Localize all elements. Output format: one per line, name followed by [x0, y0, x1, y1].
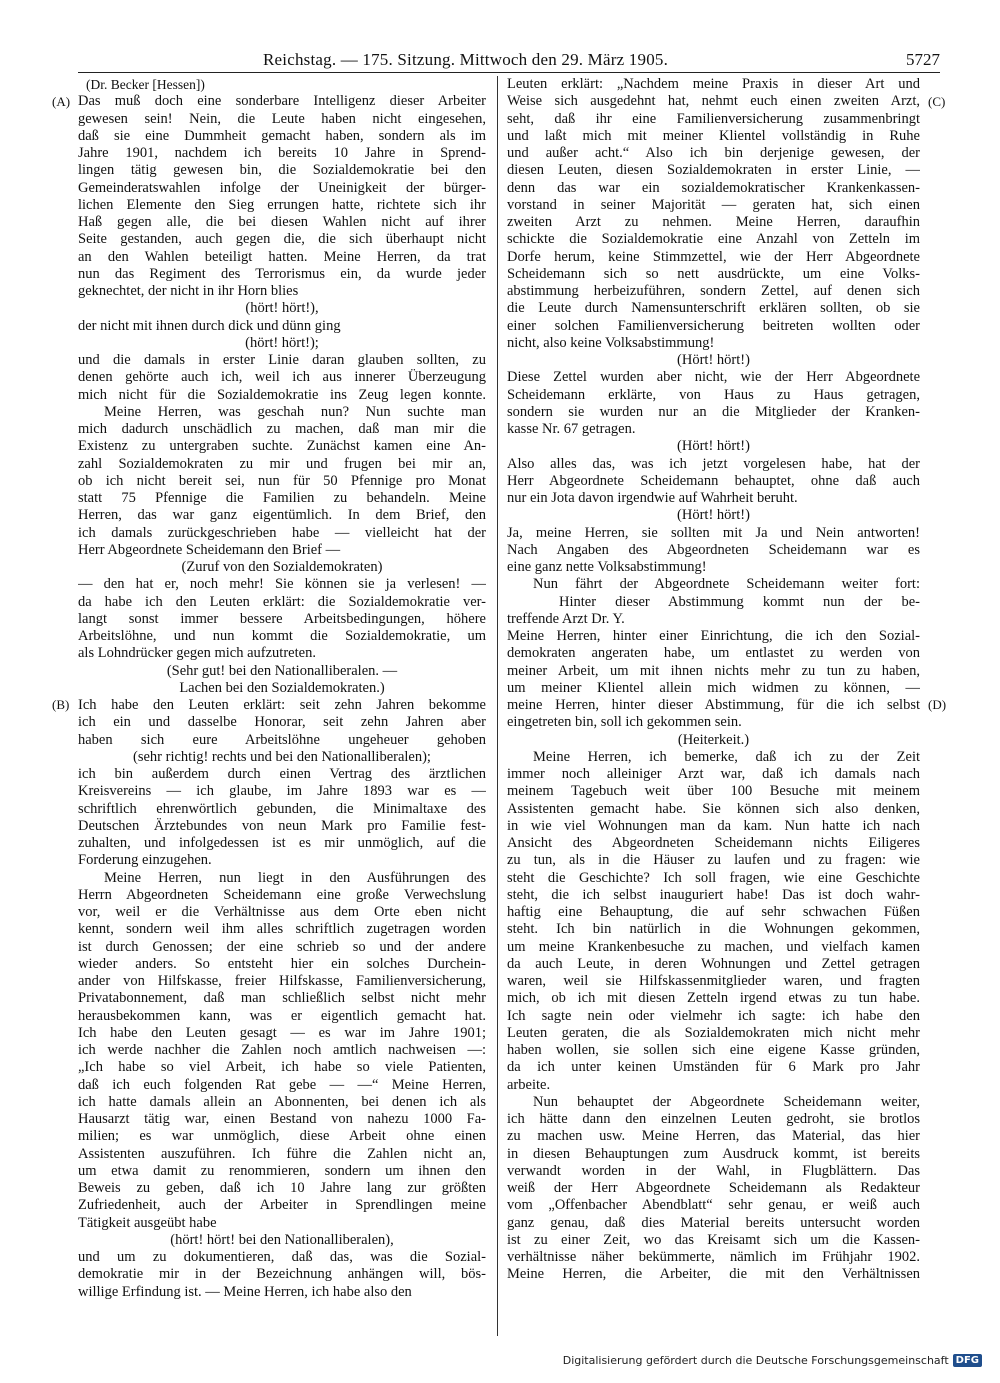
text-line: (hört! hört!), — [245, 300, 319, 317]
text-line: meinem Tagebuch weit über 100 Besuche mit meinem — [507, 783, 920, 800]
text-line: um meine Krankenbesuche zu machen, und vielfach kamen — [507, 938, 920, 955]
text-line: arbeite. — [507, 1076, 551, 1093]
text-line: Meine Herren, nun liegt in den Ausführungen des — [104, 869, 486, 886]
text-line: Meine Herren, ich bemerke, daß ich zu der Zeit — [533, 748, 920, 765]
text-line: denn das war ein sozialdemokratischer Krankenkassen- — [507, 179, 920, 196]
text-line: sondern sie wurden nur an die Mitglieder der Kranken- — [507, 403, 920, 420]
text-line: (Hört! hört!) — [677, 507, 750, 524]
text-line: schickte die Sozialdemokratie eine Anzahl von Zetteln im — [507, 231, 920, 248]
column-divider — [497, 76, 498, 1336]
text-line: kennt, sondern weil ihm alles schriftlich zugetragen worden — [78, 921, 486, 938]
text-line: haftig eine Behauptung, die auf sehr schwachen Füßen — [507, 904, 920, 920]
text-line: mich dadurch unschädlich zu machen, daß man mir die — [78, 421, 486, 437]
text-line: nun das Regiment des Terrorismus ein, da wurde jeder — [78, 265, 486, 282]
text-line: Scheidemann sich so nett ausdrückte, um eine Volks- — [507, 265, 920, 282]
text-line: daß sie eine Dummheit gemacht haben, sondern als im — [78, 127, 486, 144]
text-line: demokratie mir in der Bezeichnung anhängen will, bös- — [78, 1266, 486, 1283]
text-line: Assistenten auszuführen. Ich führe die Zahlen nicht an, — [78, 1145, 486, 1162]
text-line: geknechtet, der nicht in ihr Horn blies — [78, 283, 299, 299]
text-line: Jahre 1901, nachdem ich bereits 10 Jahre in Sprend- — [78, 145, 486, 161]
text-line: mich, ob ich mit diesen Zetteln irgend etwas zu tun habe. — [507, 990, 920, 1007]
text-line: da ich unter keinen Umständen für 6 Mark pro Jahr — [507, 1059, 920, 1076]
text-line: lichen Elemente den Sieg errungen hatte, richtete sich ihr — [78, 196, 486, 213]
text-line: einer solchen Familienversicherung beitreten wollten oder — [507, 317, 920, 334]
text-line: (Hört! hört!) — [677, 352, 750, 368]
running-title: Reichstag. — 175. Sitzung. Mittwoch den 29. März 1905. — [263, 50, 669, 69]
text-line: und um zu dokumentieren, daß das, was die Sozial- — [78, 1249, 486, 1265]
text-line: vor, weil er die Verhältnisse aus dem Orte eben nicht — [78, 904, 486, 920]
text-line: Arbeitslöhne, und nun kommt die Sozialdemokratie, um — [78, 628, 486, 644]
text-line: um etwa damit zu renommieren, sondern um ihnen den — [78, 1162, 486, 1179]
text-line: ich hatte damals allein an Abonnenten, bei denen ich als — [78, 1093, 486, 1110]
text-line: daß ich euch folgenden Rat gebe — —“ Meine Herren, — [78, 1076, 486, 1093]
text-line: langt sonst immer bessere Arbeitsbedingungen, höhere — [78, 610, 486, 627]
text-line: (Heiterkeit.) — [677, 731, 750, 748]
text-line: Lachen bei den Sozialdemokraten.) — [179, 679, 385, 696]
text-line: milien; es war unmöglich, diese Arbeit ohne einen — [78, 1128, 486, 1145]
text-line: willige Erfindung ist. — Meine Herren, ich habe also den — [78, 1283, 412, 1300]
text-line: lingen tätig gewesen bin, die Sozialdemokratie bei den — [78, 162, 486, 179]
text-line: Existenz zu untergraben suchte. Zunächst kamen eine An- — [78, 438, 486, 455]
text-line: um meiner Klientel allein mich widmen zu können, — — [507, 679, 920, 696]
text-line: Also alles das, was ich jetzt vorgelesen habe, hat der — [507, 455, 920, 472]
text-line: in diesen Behauptungen zum Ausdruck kommt, ist bereits — [507, 1145, 920, 1162]
text-line: ich damals zurückgeschrieben habe — vielleicht hat der — [78, 524, 486, 541]
text-line: (Zuruf von den Sozialdemokraten) — [181, 559, 383, 575]
text-line: mich nicht für die Sozialdemokratie ins Zeug legen konnte. — [78, 386, 486, 403]
text-line: Herren, das war ganz eigentümlich. In dem Brief, den — [78, 507, 486, 524]
text-line: (hört! hört! bei den Nationalliberalen), — [170, 1231, 394, 1248]
margin-mark-a: (A) — [52, 94, 71, 109]
text-line: Nach Angaben des Abgeordneten Scheidemann war es — [507, 541, 920, 558]
text-line: da habe ich den Leuten erklärt: die Sozialdemokratie ver- — [78, 593, 486, 610]
text-line: als Lohndrücker gegen mich aufzutreten. — [78, 645, 316, 662]
text-line: demokraten angeraten habe, um entlastet zu werden von — [507, 645, 920, 662]
text-line: Kreisvereins — ich glaube, im Jahre 1893 war es — — [78, 783, 486, 800]
text-line: Zufriedenheit, auch der Arbeiter in Sprendlingen meine — [78, 1197, 486, 1214]
margin-mark-d: (D) — [928, 697, 947, 712]
text-line: nicht, also keine Volksabstimmung! — [507, 334, 715, 351]
text-line: Haß gegen alle, die bei diesen Wahlen nicht auf ihrer — [78, 214, 486, 230]
text-line: steht. Ich bin natürlich in die Wohnungen gekommen, — [507, 921, 920, 938]
footer-credit — [563, 1354, 982, 1367]
text-line: Beweis zu geben, daß ich 10 Jahre lang zur größten — [78, 1180, 486, 1196]
margin-mark-b: (B) — [52, 697, 70, 712]
text-line: steht die Geschichte? Ich soll fragen, wie eine Geschichte — [507, 869, 920, 886]
text-line: Nun fährt der Abgeordnete Scheidemann weiter fort: — [533, 576, 920, 593]
text-line: ich werde nachher die Zahlen noch amtlich nachweisen —: — [78, 1042, 486, 1058]
text-line: Herrn Abgeordneten Scheidemann eine große Verwechslung — [78, 886, 486, 903]
text-line: Weise sich ausgedehnt hat, nehmt euch einen zweiten Arzt, — [507, 93, 920, 110]
text-line: vom „Offenbacher Abendblatt“ sehr genau, er weiß auch — [507, 1197, 920, 1214]
text-line: Meine Herren, was geschah nun? Nun suchte man — [104, 403, 486, 420]
text-line: zahl Sozialdemokraten zu mir und frugen bei mir an, — [78, 455, 486, 472]
text-line: Tätigkeit ausgeübt habe — [78, 1214, 217, 1231]
text-line: Assistenten gemacht habe. Sie können sich also denken, — [507, 800, 920, 817]
text-line: kasse Nr. 67 getragen. — [507, 421, 636, 437]
text-line: Seite gestanden, auch gegen die, die sich überhaupt nicht — [78, 231, 486, 248]
dfg-logo: DFG — [953, 1354, 982, 1367]
text-line: Diese Zettel wurden aber nicht, wie der Herr Abgeordnete — [507, 369, 920, 386]
text-line: meiner Arbeit, um mit ihnen nichts mehr zu tun zu haben, — [507, 662, 920, 679]
text-line: abstimmung herbeizuführen, sondern Zettel, auf denen sich — [507, 283, 920, 299]
text-line: und außer acht.“ Also ich bin derjenige gewesen, der — [507, 145, 920, 161]
text-line: zu machen usw. Meine Herren, das Material, das hier — [507, 1128, 920, 1145]
text-line: und die damals in erster Linie daran glauben sollten, zu — [78, 352, 486, 368]
text-line: wieder anders. So entsteht hier ein solches Durchein- — [78, 955, 486, 972]
text-line: ganz genau, daß dies Material bereits untersucht worden — [507, 1214, 920, 1231]
text-line: ist zu einer Zeit, wo das Kreisamt sich um die Kassen- — [507, 1231, 920, 1248]
text-line: Leuten geraten, die als Sozialdemokraten mich nicht mehr — [507, 1024, 920, 1041]
text-line: statt 75 Pfennige die Familien zu behandeln. Meine — [78, 490, 486, 506]
text-line: haben sich eure Arbeitslöhne ungeheuer gehoben — [78, 731, 486, 748]
text-line: da auch Leute, in deren Wohnungen und Zettel getragen — [507, 955, 920, 972]
text-line: zweiten Arzt zu nehmen. Meine Herren, daraufhin — [507, 214, 920, 230]
text-line: und laßt mich mit meiner Klientel vollständig in Ruhe — [507, 127, 920, 144]
text-line: gewesen sein! Nein, die Leute haben nicht eingesehen, — [78, 110, 486, 127]
text-line: waren, weil sie Hilfskassenmitglieder waren, und fragten — [507, 973, 920, 989]
text-line: steht, die ich selbst inauguriert habe! Das ist doch wahr- — [507, 886, 920, 903]
text-line: Herr Abgeordnete Scheidemann den Brief — — [78, 541, 341, 558]
text-line: schriftlich ehrenwörtlich gebunden, die Minimaltaxe des — [78, 800, 486, 817]
page-header — [78, 18, 940, 69]
text-line: Leuten erklärt: „Nachdem meine Praxis in dieser Art und — [507, 76, 920, 92]
text-line: Meine Herren, die Arbeiter, die mit den Verhältnissen — [507, 1266, 920, 1283]
text-line: Nun behauptet der Abgeordnete Scheidemann weiter, — [533, 1093, 920, 1110]
text-line: Ansicht des Abgeordneten Scheidemann nichts Eiligeres — [507, 835, 920, 851]
text-line: (hört! hört!); — [245, 334, 319, 351]
text-line: verwandt worden in der Wahl, in Flugblättern. Das — [507, 1162, 920, 1179]
footer-text: Digitalisierung gefördert durch die Deutsche Forschungsgemeinschaft — [562, 1354, 949, 1367]
text-line: ich bin außerdem durch einen Vertrag des ärztlichen — [78, 766, 486, 782]
right-column — [507, 76, 920, 1284]
text-line: meine Herren, hinter dieser Abstimmung, für die ich selbst — [507, 697, 920, 713]
text-line: zu tun, als in die Häuser zu laufen und zu fragen: wie — [507, 852, 920, 869]
text-line: eine ganz nette Volksabstimmung! — [507, 559, 707, 575]
text-line: der nicht mit ihnen durch dick und dünn ging — [78, 317, 341, 334]
text-line: denen gehörte auch ich, weil ich aus innerer Überzeugung — [78, 369, 486, 386]
text-line: Privatabonnement, daß man schließlich selbst nicht mehr — [78, 990, 486, 1007]
text-line: Das muß doch eine sonderbare Intelligenz dieser Arbeiter — [78, 93, 486, 110]
text-line: Ja, meine Herren, sie sollten mit Ja und Nein antworten! — [507, 524, 920, 541]
text-line: eingetreten bin, soll ich gekommen sein. — [507, 714, 742, 731]
text-line: nur ein Jota davon irgendwie auf Wahrheit beruht. — [507, 490, 798, 506]
text-line: Ich sagte nein oder vielmehr ich sagte: ich habe den — [507, 1007, 920, 1024]
text-line: Dorfe herum, keine Stimmzettel, wie der Herr Abgeordnete — [507, 248, 920, 265]
text-line: diesen Leuten, diesen Sozialdemokraten in erster Linie, — — [507, 162, 920, 179]
text-line: (Sehr gut! bei den Nationalliberalen. — — [166, 662, 398, 679]
speaker-label: (Dr. Becker [Hessen]) — [86, 77, 205, 92]
page-number: 5727 — [906, 50, 940, 69]
text-line: Scheidemann erklärte, von Haus zu Haus getragen, — [507, 386, 920, 403]
text-line: — den hat er, noch mehr! Sie können sie ja verlesen! — — [78, 576, 486, 593]
text-line: Deutschen Ärztebundes von neun Mark pro Familie fest- — [78, 817, 486, 834]
text-line: die Leute durch Namensunterschrift erklären sollten, ob sie — [507, 300, 920, 317]
text-line: weiß der Herr Abgeordnete Scheidemann als Redakteur — [507, 1180, 920, 1196]
text-line: Herr Abgeordnete Scheidemann behauptet, ohne daß auch — [507, 472, 920, 489]
text-line: ist durch Genossen; der eine schrieb so und der andere — [78, 938, 486, 955]
text-line: ich hätte dann den einzelnen Leuten gedroht, sie brotlos — [507, 1111, 920, 1127]
text-line: vorstand in seiner Majorität — geraten hat, sich einen — [507, 196, 920, 213]
text-line: Ich habe den Leuten gesagt — es war im Jahre 1901; — [78, 1024, 486, 1041]
text-line: ob ich nicht bereit sei, nun für 50 Pfennige pro Monat — [78, 472, 486, 489]
text-line: ander von Hilfskasse, freier Hilfskasse, Familienversicherung, — [78, 973, 486, 989]
text-line: haben wollen, sie sollen sich eine eigene Kasse gründen, — [507, 1042, 920, 1058]
text-line: in wie viel Wohnungen man da kam. Nun hatte ich nach — [507, 817, 920, 834]
text-line: verhältnisse näher bekümmerte, nämlich im Frühjahr 1902. — [507, 1249, 920, 1265]
text-line: Ich habe den Leuten erklärt: seit zehn Jahren bekomme — [78, 697, 486, 713]
text-line: zuhalten, und infolgedessen ist es mir unmöglich, auf die — [78, 835, 486, 851]
text-line: (Hört! hört!) — [677, 438, 750, 455]
left-column — [78, 76, 486, 1301]
text-line: Forderung einzugehen. — [78, 852, 212, 869]
text-line: Hausarzt tätig war, einen Bestand von nahezu 1000 Fa- — [78, 1111, 486, 1127]
text-line: Gemeinderatswahlen infolge der Uneinigkeit der bürger- — [78, 179, 486, 196]
text-line: ich ein und dasselbe Honorar, seit zehn Jahren aber — [78, 714, 486, 731]
header-rule — [78, 72, 940, 73]
margin-mark-c: (C) — [928, 94, 946, 109]
text-line: immer noch alleiniger Arzt war, daß ich damals nach — [507, 766, 920, 782]
text-line: Hinter dieser Abstimmung kommt nun der be- — [559, 593, 920, 610]
text-line: „Ich habe so viel Arbeit, ich habe so viele Patienten, — [78, 1059, 486, 1076]
text-line: seht, daß ihr eine Familienversicherung zusammenbringt — [507, 110, 920, 127]
text-line: Meine Herren, hinter einer Einrichtung, die ich den Sozial- — [507, 628, 920, 644]
text-line: an den Wahlen beteiligt hatten. Meine Herren, da trat — [78, 248, 486, 265]
text-line: (sehr richtig! rechts und bei den Nationalliberalen); — [133, 748, 431, 765]
text-line: treffende Arzt Dr. Y. — [507, 610, 625, 627]
text-line: herausbekommen kann, was er eigentlich gemacht hat. — [78, 1007, 486, 1024]
